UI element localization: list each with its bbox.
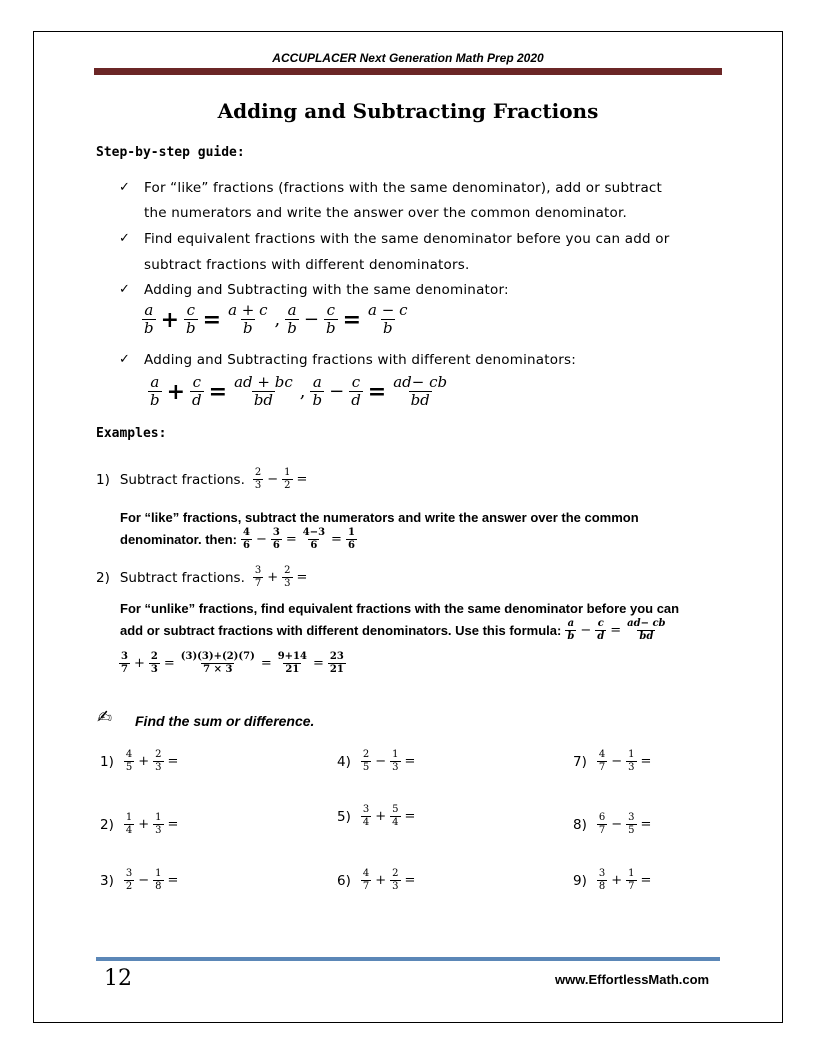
fraction: $\frac{5}{4}$ bbox=[392, 804, 399, 828]
fraction: $\frac{4}{7}$ bbox=[362, 868, 370, 892]
fraction: $\frac{a - c}{b}$ bbox=[368, 301, 408, 337]
fraction: $\frac{2}{3}$ bbox=[392, 868, 399, 892]
problem-label: 7) bbox=[573, 753, 587, 770]
fraction: $\frac{1}{6}$ bbox=[347, 527, 355, 551]
check-icon: ✓ bbox=[119, 180, 130, 195]
fraction: $\frac{1}{4}$ bbox=[125, 812, 133, 836]
problem-label: 6) bbox=[337, 872, 351, 889]
problem-label: 4) bbox=[337, 753, 351, 770]
fraction: $\frac{c}{b}$ bbox=[186, 301, 196, 337]
website-link: www.EffortlessMath.com bbox=[555, 972, 710, 987]
fraction: $\frac{1}{7}$ bbox=[628, 868, 635, 892]
problem-label: 3) bbox=[100, 872, 114, 889]
fraction: $\frac{a}{b}$ bbox=[312, 373, 323, 409]
examples-label: Examples: bbox=[96, 426, 167, 441]
fraction: $\frac{c}{b}$ bbox=[325, 301, 336, 337]
problem-3: 3) $\frac{3}{2}$ − $\frac{1}{8}$ = bbox=[100, 868, 179, 892]
fraction: $\frac{6}{7}$ bbox=[598, 812, 606, 836]
fraction: $\frac{2}{5}$ bbox=[362, 749, 370, 773]
example-2: 2) Subtract fractions. $\frac{3}{7}$ + $\frac{2}{3}$ = bbox=[96, 565, 308, 589]
fraction: $\frac{a}{b}$ bbox=[567, 618, 575, 642]
fraction: $\frac{a + c}{b}$ bbox=[228, 301, 268, 337]
problem-7: 7) $\frac{4}{7}$ − $\frac{1}{3}$ = bbox=[573, 749, 652, 773]
problem-9: 9) $\frac{3}{8}$ + $\frac{1}{7}$ = bbox=[573, 868, 652, 892]
check-icon: ✓ bbox=[119, 352, 130, 367]
example-2-solution: $\frac{3}{7}$ + $\frac{2}{3}$ = $\frac{(3)(3)+(2)(7)}{7 \times 3}$ = $\frac{9+14}{21}$ = $\frac{23}{21}$ bbox=[121, 651, 344, 675]
fraction: $\frac{1}{3}$ bbox=[155, 812, 162, 836]
guide-bullet-1-line-1: For “like” fractions (fractions with the same denominator), add or subtract bbox=[144, 180, 663, 196]
fraction: $\frac{9+14}{21}$ bbox=[277, 651, 307, 675]
problem-label: 1) bbox=[100, 753, 114, 770]
problem-label: 5) bbox=[337, 808, 351, 825]
example-1-note-line-1: For “like” fractions, subtract the numerators and write the answer over the common bbox=[120, 510, 639, 525]
fraction: $\frac{c}{d}$ bbox=[192, 373, 202, 409]
pencil-icon: ✍ bbox=[97, 707, 113, 728]
fraction: $\frac{1}{3}$ bbox=[392, 749, 399, 773]
check-icon: ✓ bbox=[119, 282, 130, 297]
problem-6: 6) $\frac{4}{7}$ + $\frac{2}{3}$ = bbox=[337, 868, 416, 892]
fraction: $\frac{4-3}{6}$ bbox=[302, 527, 326, 551]
guide-bullet-4: Adding and Subtracting fractions with different denominators: bbox=[144, 352, 576, 368]
fraction: $\frac{1}{3}$ bbox=[628, 749, 635, 773]
guide-bullet-2-line-2: subtract fractions with different denominators. bbox=[144, 257, 470, 273]
problem-label: 9) bbox=[573, 872, 587, 889]
fraction: $\frac{2}{3}$ bbox=[155, 749, 162, 773]
example-1: 1) Subtract fractions. $\frac{2}{3}$ − $\frac{1}{2}$ = bbox=[96, 467, 308, 491]
guide-bullet-1-line-2: the numerators and write the answer over the common denominator. bbox=[144, 205, 627, 221]
page-title: Adding and Subtracting Fractions bbox=[217, 99, 599, 123]
fraction: $\frac{3}{6}$ bbox=[272, 527, 280, 551]
header-rule bbox=[94, 68, 722, 75]
page-number: 12 bbox=[104, 966, 132, 991]
fraction: $\frac{c}{d}$ bbox=[597, 618, 605, 642]
exercise-instruction: Find the sum or difference. bbox=[135, 713, 315, 729]
fraction: $\frac{3}{4}$ bbox=[362, 804, 370, 828]
example-2-note-line-2: add or subtract fractions with different denominators. Use this formula: $\frac{a}{b}$ − $\frac{c}{d}$ = $\frac{ad- cb}{bd}$ bbox=[120, 618, 666, 642]
fraction: $\frac{1}{2}$ bbox=[284, 467, 291, 491]
fraction: $\frac{a}{b}$ bbox=[144, 301, 154, 337]
guide-bullet-3: Adding and Subtracting with the same denominator: bbox=[144, 282, 509, 298]
fraction: $\frac{2}{3}$ bbox=[284, 565, 291, 589]
fraction: $\frac{3}{5}$ bbox=[628, 812, 635, 836]
problem-label: 2) bbox=[100, 816, 114, 833]
fraction: $\frac{3}{7}$ bbox=[121, 651, 128, 675]
problem-4: 4) $\frac{2}{5}$ − $\frac{1}{3}$ = bbox=[337, 749, 416, 773]
fraction: $\frac{(3)(3)+(2)(7)}{7 \times 3}$ bbox=[180, 651, 255, 675]
fraction: $\frac{2}{3}$ bbox=[150, 651, 158, 675]
different-denominator-formula: $\frac{a}{b}$ + $\frac{c}{d}$ = $\frac{ad + bc}{bd}$ , $\frac{a}{b}$ − $\frac{c}{d}$ = $\frac{ad- cb}{bd}$ bbox=[150, 373, 448, 409]
fraction: $\frac{4}{6}$ bbox=[243, 527, 250, 551]
fraction: $\frac{4}{5}$ bbox=[125, 749, 133, 773]
fraction: $\frac{a}{b}$ bbox=[287, 301, 297, 337]
example-1-note-line-2: denominator. then: $\frac{4}{6}$ − $\frac{3}{6}$ = $\frac{4-3}{6}$ = $\frac{1}{6}$ bbox=[120, 527, 355, 551]
guide-bullet-2-line-1: Find equivalent fractions with the same denominator before you can add or bbox=[144, 231, 670, 247]
problem-1: 1) $\frac{4}{5}$ + $\frac{2}{3}$ = bbox=[100, 749, 179, 773]
fraction: $\frac{1}{8}$ bbox=[155, 868, 162, 892]
fraction: $\frac{3}{7}$ bbox=[254, 565, 262, 589]
problem-8: 8) $\frac{6}{7}$ − $\frac{3}{5}$ = bbox=[573, 812, 652, 836]
fraction: $\frac{23}{21}$ bbox=[329, 651, 344, 675]
fraction: $\frac{ad + bc}{bd}$ bbox=[234, 373, 293, 409]
check-icon: ✓ bbox=[119, 231, 130, 246]
header-title: ACCUPLACER Next Generation Math Prep 2020 bbox=[272, 51, 544, 65]
fraction: $\frac{3}{8}$ bbox=[598, 868, 606, 892]
footer-rule bbox=[96, 957, 720, 961]
fraction: $\frac{a}{b}$ bbox=[150, 373, 160, 409]
problem-2: 2) $\frac{1}{4}$ + $\frac{1}{3}$ = bbox=[100, 812, 179, 836]
fraction: $\frac{ad- cb}{bd}$ bbox=[627, 618, 666, 642]
problem-label: 8) bbox=[573, 816, 587, 833]
fraction: $\frac{3}{2}$ bbox=[125, 868, 133, 892]
fraction: $\frac{ad- cb}{bd}$ bbox=[393, 373, 448, 409]
problem-5: 5) $\frac{3}{4}$ + $\frac{5}{4}$ = bbox=[337, 804, 416, 828]
example-2-note-line-1: For “unlike” fractions, find equivalent fractions with the same denominator before you can bbox=[120, 601, 680, 616]
fraction: $\frac{4}{7}$ bbox=[598, 749, 606, 773]
fraction: $\frac{2}{3}$ bbox=[254, 467, 262, 491]
guide-label: Step-by-step guide: bbox=[96, 145, 245, 160]
same-denominator-formula: $\frac{a}{b}$ + $\frac{c}{b}$ = $\frac{a + c}{b}$ , $\frac{a}{b}$ − $\frac{c}{b}$ = $\frac{a - c}{b}$ bbox=[144, 301, 408, 337]
fraction: $\frac{c}{d}$ bbox=[351, 373, 361, 409]
